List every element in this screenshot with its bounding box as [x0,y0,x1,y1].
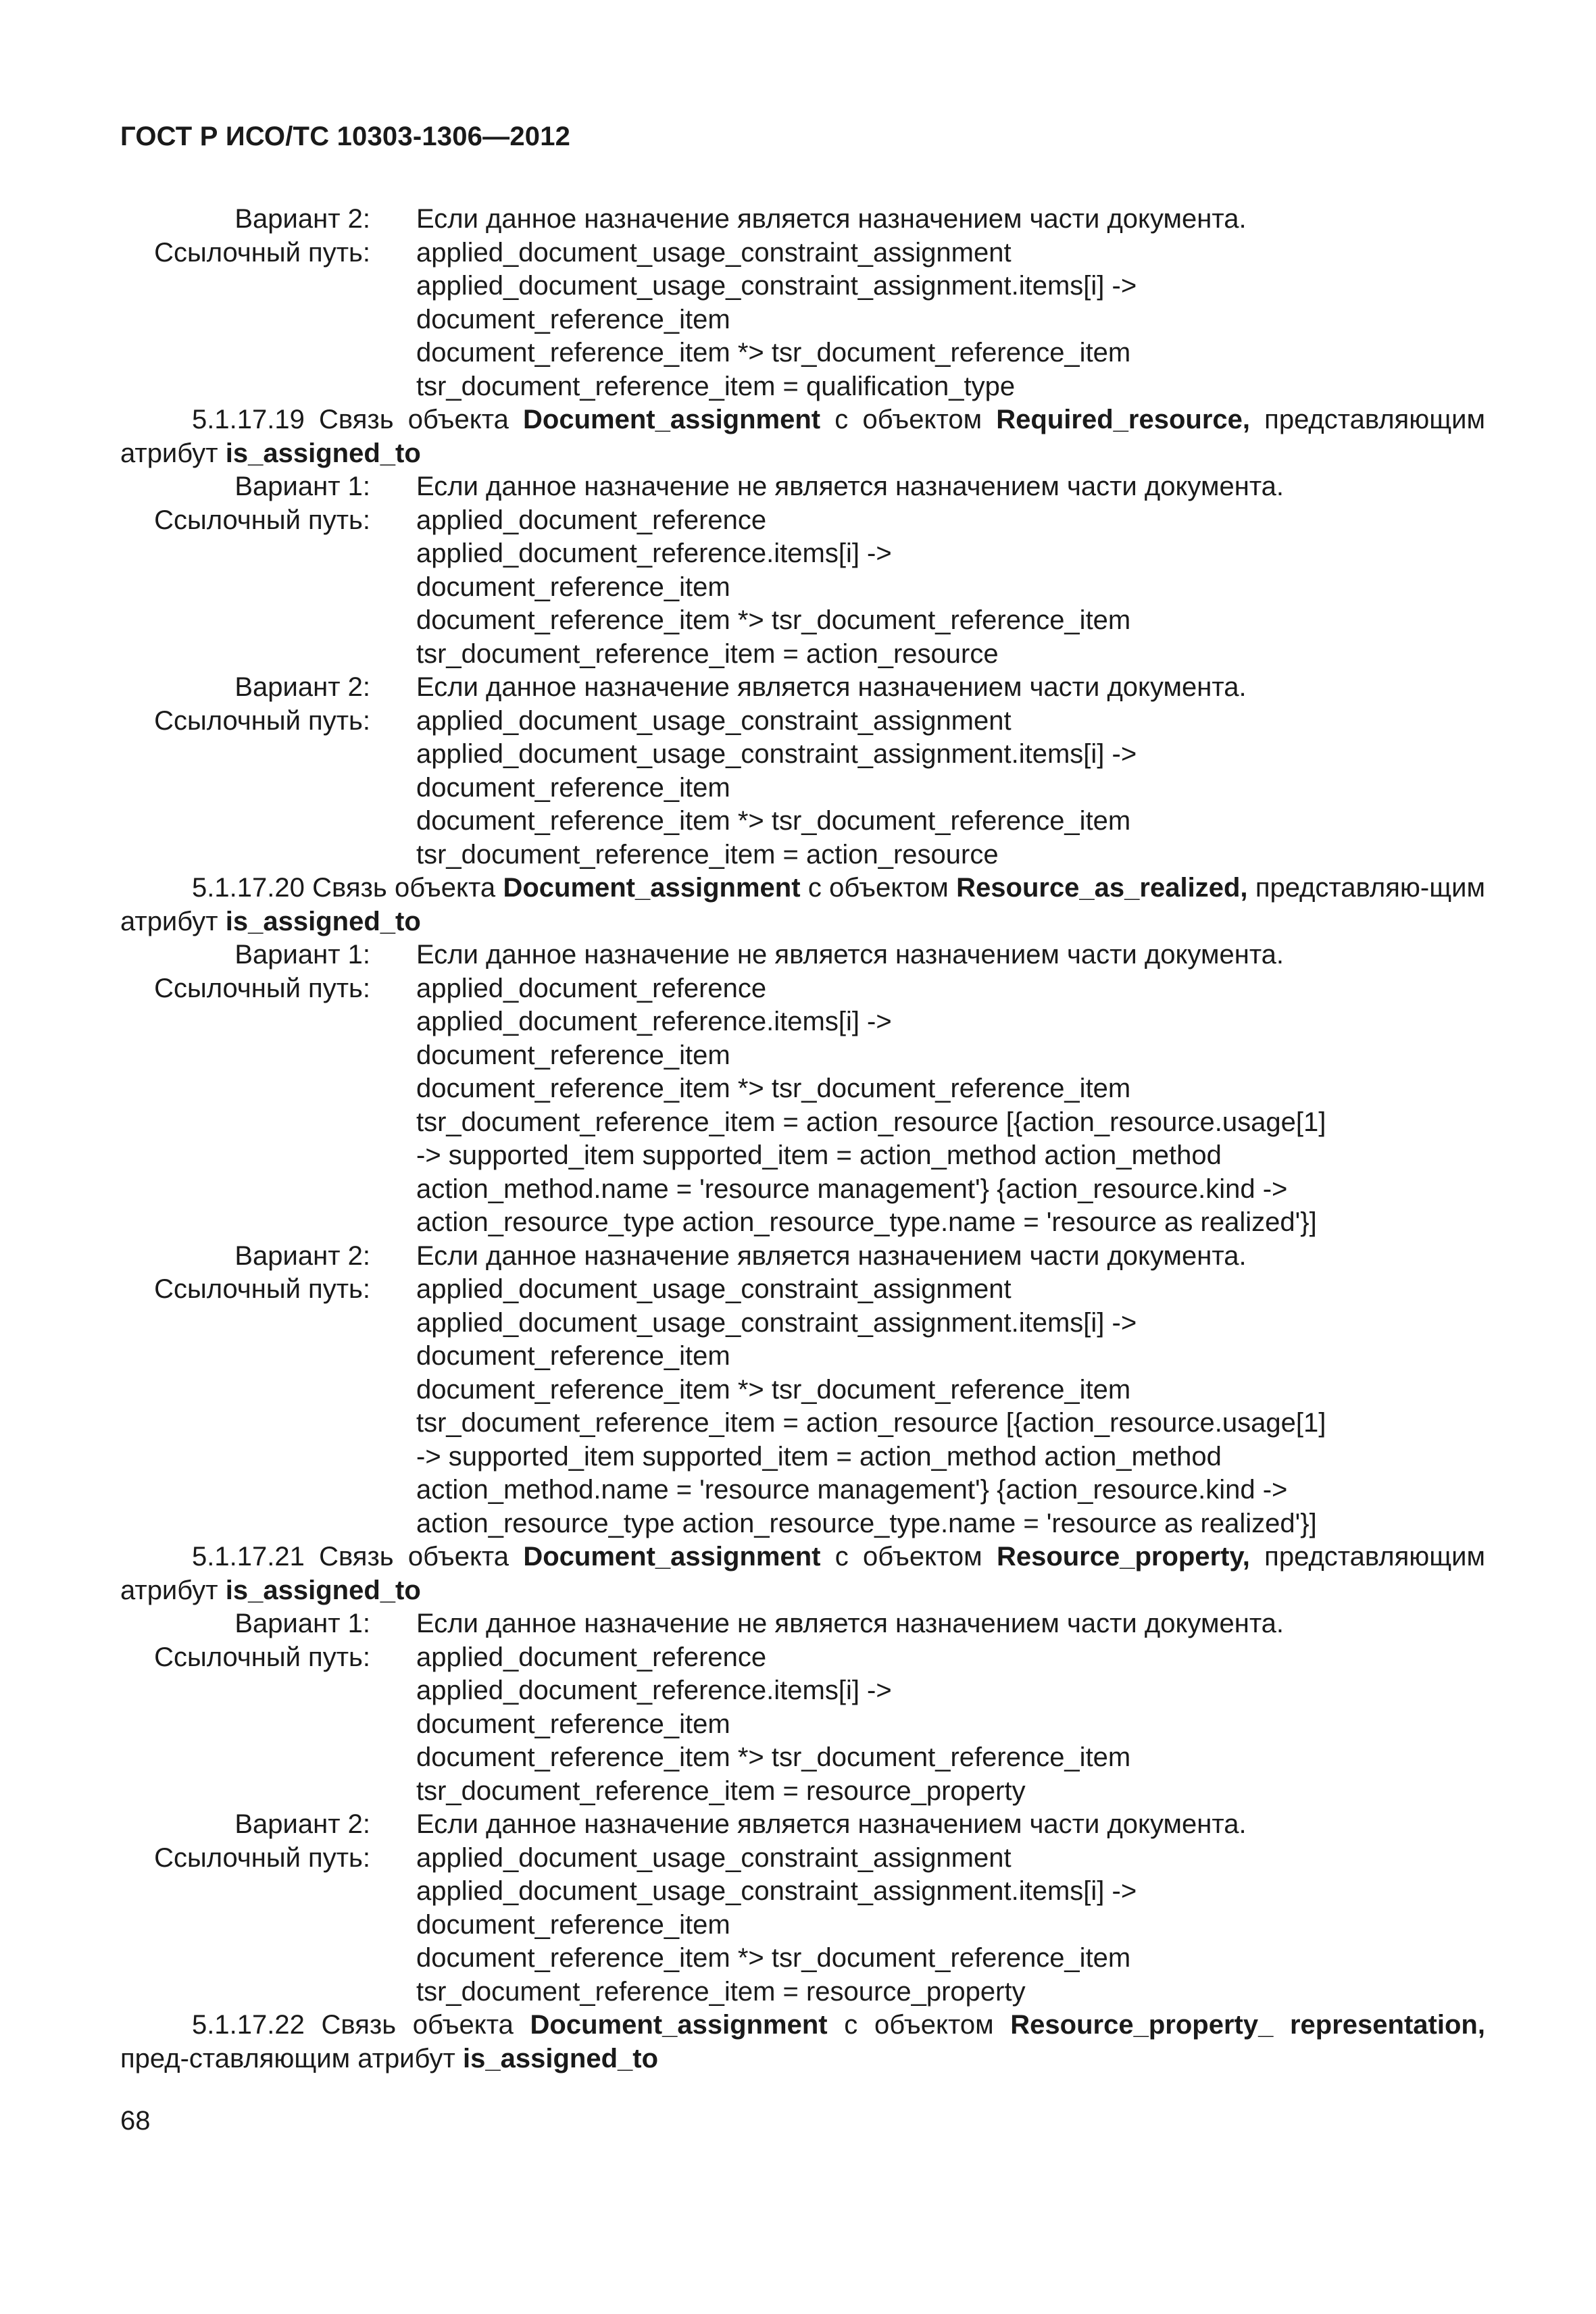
refpath-line: applied_document_reference [416,505,767,535]
refpath-line: document_reference_item *> tsr_document_reference_item [416,1742,1131,1772]
refpath-row [120,972,1485,1006]
attribute-name: is_assigned_to [225,438,421,468]
refpath-line: action_method.name = 'resource management'} {action_resource.kind -> [416,1174,1288,1204]
variant-row [120,671,1485,705]
variant-label: Вариант 1: [234,472,370,501]
variant-row [120,938,1485,972]
refpath-line: applied_document_reference [416,1642,767,1672]
refpath-line: document_reference_item [416,1709,730,1739]
refpath-line: document_reference_item *> tsr_document_reference_item [416,605,1131,635]
refpath-line: document_reference_item *> tsr_document_reference_item [416,806,1131,836]
refpath-label: Ссылочный путь: [154,505,370,535]
document-body [120,203,1485,2076]
variant-label: Вариант 2: [234,1809,370,1839]
refpath-line: document_reference_item [416,1909,730,1940]
refpath-line: document_reference_item [416,1040,730,1070]
refpath-line: action_method.name = 'resource management'} {action_resource.kind -> [416,1475,1288,1505]
attribute-name: is_assigned_to [225,1575,421,1605]
refpath-line: applied_document_reference.items[i] -> [416,538,892,568]
refpath-line: document_reference_item *> tsr_document_reference_item [416,1943,1131,1973]
refpath-line: applied_document_usage_constraint_assignment [416,237,1012,268]
section-number: 5.1.17.21 [192,1542,305,1571]
refpath-line: applied_document_usage_constraint_assignment.items[i] -> [416,271,1137,301]
refpath-line: action_resource_type action_resource_type.name = 'resource as realized'}] [416,1207,1317,1237]
entity-name: Document_assignment [523,1542,821,1571]
refpath-label: Ссылочный путь: [154,705,370,736]
variant-condition: Если данное назначение является назначением части документа. [416,1809,1247,1839]
section-heading: 5.1.17.19 Связь объекта Document_assignment с объектом Required_resource, представляющим атрибут is_assigned_to [120,405,1485,468]
variant-label: Вариант 2: [234,204,370,234]
variant-label: Вариант 2: [234,672,370,702]
variant-row [120,1808,1485,1842]
section-heading: 5.1.17.21 Связь объекта Document_assignment с объектом Resource_property, представляющим атрибут is_assigned_to [120,1542,1485,1605]
entity-name: Document_assignment [503,873,801,903]
refpath-line: tsr_document_reference_item = action_resource [{action_resource.usage[1] [416,1107,1326,1137]
section-heading: 5.1.17.20 Связь объекта Document_assignment с объектом Resource_as_realized, представляю-щим атрибут is_assigned_to [120,873,1485,936]
refpath-line: document_reference_item *> tsr_document_reference_item [416,338,1131,368]
refpath-line: document_reference_item [416,572,730,602]
refpath-line: document_reference_item [416,772,730,803]
refpath-row [120,1641,1485,1675]
variant-condition: Если данное назначение не является назначением части документа. [416,940,1285,970]
refpath-line: document_reference_item [416,304,730,334]
refpath-row [120,1842,1485,1876]
refpath-line: applied_document_usage_constraint_assignment.items[i] -> [416,1307,1137,1338]
refpath-row [120,504,1485,538]
refpath-line: applied_document_usage_constraint_assignment [416,705,1012,736]
refpath-line: applied_document_reference.items[i] -> [416,1007,892,1036]
variant-condition: Если данное назначение не является назначением части документа. [416,472,1285,501]
variant-label: Вариант 2: [234,1240,370,1271]
refpath-line: -> supported_item supported_item = action_method action_method [416,1140,1222,1170]
section-number: 5.1.17.20 [192,873,305,903]
refpath-line: applied_document_usage_constraint_assignment [416,1842,1012,1873]
refpath-line: applied_document_usage_constraint_assignment [416,1274,1012,1304]
refpath-row [120,705,1485,738]
refpath-line: applied_document_reference.items[i] -> [416,1676,892,1705]
variant-condition: Если данное назначение является назначением части документа. [416,1240,1247,1271]
refpath-line: -> supported_item supported_item = action_method action_method [416,1441,1222,1472]
entity-name: Document_assignment [530,2010,828,2040]
variant-label: Вариант 1: [234,1609,370,1638]
refpath-line: action_resource_type action_resource_type.name = 'resource as realized'}] [416,1508,1317,1538]
section-heading: 5.1.17.22 Связь объекта Document_assignment с объектом Resource_property_ representation, пред-ставляющим атрибут is_assigned_to [120,2010,1485,2073]
refpath-line: document_reference_item [416,1341,730,1371]
refpath-label: Ссылочный путь: [154,1274,370,1304]
refpath-row [120,1273,1485,1307]
variant-row [120,470,1485,504]
variant-label: Вариант 1: [234,940,370,970]
refpath-line: applied_document_usage_constraint_assignment.items[i] -> [416,739,1137,769]
target-entity: Resource_property_ representation, [1010,2010,1485,2040]
refpath-label: Ссылочный путь: [154,973,370,1003]
variant-condition: Если данное назначение является назначением части документа. [416,204,1247,234]
page-number: 68 [120,2106,151,2136]
attribute-name: is_assigned_to [225,906,421,936]
refpath-label: Ссылочный путь: [154,1842,370,1873]
refpath-line: tsr_document_reference_item = resource_property [416,1776,1026,1806]
refpath-line: applied_document_reference [416,973,767,1003]
variant-condition: Если данное назначение не является назначением части документа. [416,1609,1285,1638]
refpath-line: tsr_document_reference_item = action_resource [416,638,999,669]
refpath-line: tsr_document_reference_item = action_resource [{action_resource.usage[1] [416,1408,1326,1438]
variant-row [120,203,1485,236]
target-entity: Resource_property, [996,1542,1250,1571]
refpath-line: tsr_document_reference_item = resource_property [416,1976,1026,2007]
refpath-line: applied_document_usage_constraint_assignment.items[i] -> [416,1876,1137,1906]
entity-name: Document_assignment [523,405,821,434]
attribute-name: is_assigned_to [463,2043,659,2073]
refpath-label: Ссылочный путь: [154,1642,370,1672]
target-entity: Resource_as_realized, [956,873,1248,903]
page-header: ГОСТ Р ИСО/ТС 10303-1306—2012 [120,122,571,151]
refpath-line: document_reference_item *> tsr_document_reference_item [416,1074,1131,1103]
refpath-line: document_reference_item *> tsr_document_reference_item [416,1374,1131,1405]
variant-condition: Если данное назначение является назначением части документа. [416,672,1247,702]
refpath-label: Ссылочный путь: [154,237,370,268]
target-entity: Required_resource, [996,405,1250,434]
refpath-row [120,236,1485,270]
refpath-line: tsr_document_reference_item = qualification_type [416,371,1016,401]
section-number: 5.1.17.19 [192,405,305,434]
section-number: 5.1.17.22 [192,2010,305,2040]
variant-row [120,1607,1485,1641]
refpath-line: tsr_document_reference_item = action_resource [416,839,999,870]
variant-row [120,1240,1485,1274]
